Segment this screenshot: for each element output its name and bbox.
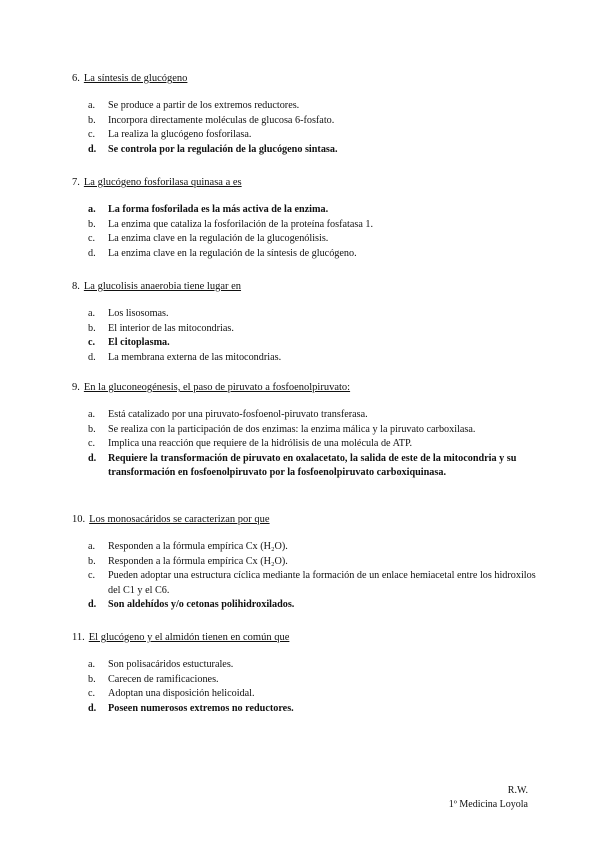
option-list xyxy=(72,203,542,261)
option-letter: d. xyxy=(88,702,97,714)
option-text: Implica una reacción que requiere de la hidrólisis de una molécula de ATP. xyxy=(108,438,413,450)
option-list xyxy=(72,99,542,157)
option-a xyxy=(72,540,542,555)
option-letter: d. xyxy=(88,351,96,363)
page-footer xyxy=(449,784,528,812)
option-a xyxy=(72,658,542,673)
option-list xyxy=(72,307,542,365)
question-number: 11. xyxy=(72,632,85,643)
question-6 xyxy=(72,72,542,157)
option-text: Se realiza con la participación de dos enzimas: la enzima málica y la piruvato carboxilasa. xyxy=(108,423,476,435)
question-number: 6. xyxy=(72,73,80,84)
option-a xyxy=(72,408,542,423)
question-10 xyxy=(72,513,542,613)
option-c-correct xyxy=(72,336,542,351)
option-list xyxy=(72,658,542,716)
option-text: Poseen numerosos extremos no reductores. xyxy=(108,702,294,714)
option-letter: a. xyxy=(88,204,96,215)
question-7 xyxy=(72,176,542,261)
question-title xyxy=(72,280,542,293)
option-text: Se produce a partir de los extremos reductores. xyxy=(108,100,300,111)
option-text: Son aldehídos y/o cetonas polihidroxilados. xyxy=(108,599,295,611)
option-text: Requiere la transformación de piruvato en oxalacetato, la salida de este de la mitocondria y su transformación en fosfoenolpiruvato por la fosfoenolpiruvato carboxiquinasa. xyxy=(108,452,517,479)
option-text: Adoptan una disposición helicoidal. xyxy=(108,688,255,700)
option-letter: d. xyxy=(88,452,97,464)
question-text: En la gluconeogénesis, el paso de piruvato a fosfoenolpiruvato: xyxy=(83,382,351,393)
option-a xyxy=(72,307,542,322)
question-text: La glucolisis anaerobia tiene lugar en xyxy=(83,281,242,292)
course-label: 1º Medicina Loyola xyxy=(448,799,528,810)
option-letter: a. xyxy=(88,659,96,670)
question-text: La glucógeno fosforilasa quinasa a es xyxy=(83,177,242,188)
question-number: 8. xyxy=(72,281,80,292)
option-letter: c. xyxy=(88,233,96,245)
option-b xyxy=(72,322,542,337)
option-d xyxy=(72,351,542,366)
option-text: Incorpora directamente moléculas de glucosa 6-fosfato. xyxy=(108,114,335,126)
option-d xyxy=(72,247,542,262)
option-text: Está catalizado por una piruvato-fosfoenol-piruvato transferasa. xyxy=(108,409,368,420)
option-text: La membrana externa de las mitocondrias. xyxy=(108,351,282,363)
question-title xyxy=(72,176,542,189)
option-letter: c. xyxy=(88,129,96,141)
option-letter: c. xyxy=(88,570,96,582)
option-text: Responden a la fórmula empírica Cx (H₂O). xyxy=(108,541,288,552)
question-number: 7. xyxy=(72,177,80,188)
question-number: 9. xyxy=(72,382,80,393)
option-text: Responden a la fórmula empírica Cx (H₂O). xyxy=(108,555,288,567)
option-list xyxy=(72,408,542,481)
option-text: Los lisosomas. xyxy=(108,308,169,319)
option-b xyxy=(72,673,542,688)
option-d-correct xyxy=(72,702,542,717)
option-letter: b. xyxy=(88,218,96,230)
option-a xyxy=(72,99,542,114)
option-letter: b. xyxy=(88,114,96,126)
option-letter: b. xyxy=(88,555,96,567)
question-text: La síntesis de glucógeno xyxy=(83,73,188,84)
option-text: Se controla por la regulación de la glucógeno sintasa. xyxy=(108,143,338,155)
question-title xyxy=(72,381,542,394)
question-8 xyxy=(72,280,542,365)
question-9 xyxy=(72,381,542,481)
option-letter: d. xyxy=(88,143,97,155)
option-text: Pueden adoptar una estructura cíclica mediante la formación de un enlace hemiacetal entre los hidroxilos del C1 y el C6. xyxy=(108,570,536,596)
option-text: La forma fosforilada es la más activa de la enzima. xyxy=(108,204,329,215)
question-title xyxy=(72,513,542,526)
option-text: Carecen de ramificaciones. xyxy=(108,673,219,685)
option-text: La enzima clave en la regulación de la síntesis de glucógeno. xyxy=(108,247,357,259)
option-c xyxy=(72,232,542,247)
question-11 xyxy=(72,631,542,716)
option-letter: c. xyxy=(88,337,96,349)
question-number: 10. xyxy=(72,514,86,525)
option-text: La enzima clave en la regulación de la glucogenólisis. xyxy=(108,233,329,245)
option-c xyxy=(72,128,542,143)
option-d-correct xyxy=(72,598,542,613)
question-text: Los monosacáridos se caracterizan por que xyxy=(89,514,270,525)
option-c xyxy=(72,687,542,702)
option-letter: b. xyxy=(88,673,96,685)
option-list xyxy=(72,540,542,613)
option-text: La realiza la glucógeno fosforilasa. xyxy=(108,129,252,141)
option-letter: a. xyxy=(88,541,96,552)
option-letter: a. xyxy=(88,100,96,111)
option-letter: a. xyxy=(88,308,96,319)
option-text: El citoplasma. xyxy=(108,337,170,349)
option-letter: d. xyxy=(88,247,96,259)
option-text: El interior de las mitocondrias. xyxy=(108,322,234,334)
option-letter: b. xyxy=(88,423,96,435)
question-text: El glucógeno y el almidón tienen en común que xyxy=(88,632,290,643)
option-a-correct xyxy=(72,203,542,218)
option-letter: a. xyxy=(88,409,96,420)
option-d-correct xyxy=(72,143,542,158)
question-title xyxy=(72,72,542,85)
option-d-correct xyxy=(72,452,542,481)
option-letter: c. xyxy=(88,438,96,450)
option-letter: c. xyxy=(88,688,96,700)
option-b xyxy=(72,114,542,129)
option-text: La enzima que cataliza la fosforilación de la proteína fosfatasa 1. xyxy=(108,218,374,230)
option-c xyxy=(72,437,542,452)
option-b xyxy=(72,423,542,438)
option-text: Son polisacáridos estucturales. xyxy=(108,659,234,670)
option-b xyxy=(72,218,542,233)
option-letter: d. xyxy=(88,599,97,611)
option-c xyxy=(72,569,542,598)
option-b xyxy=(72,555,542,570)
author-initials: R.W. xyxy=(507,785,528,796)
option-letter: b. xyxy=(88,322,96,334)
question-title xyxy=(72,631,542,644)
